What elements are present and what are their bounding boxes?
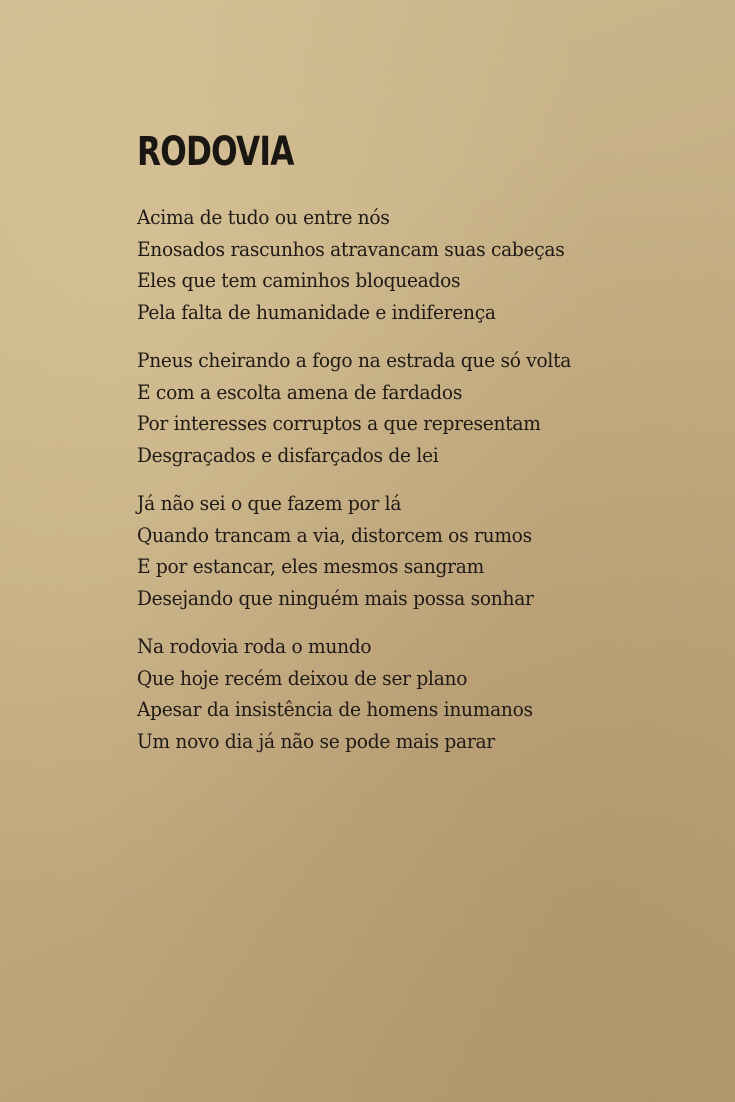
poem-line: Apesar da insistência de homens inumanos bbox=[137, 697, 533, 721]
poem-line: Já não sei o que fazem por lá bbox=[137, 491, 402, 515]
poem-line: Que hoje recém deixou de ser plano bbox=[137, 665, 468, 690]
stanza-2 bbox=[137, 345, 707, 471]
poem-line: E com a escolta amena de fardados bbox=[137, 379, 463, 404]
poem-line: Na rodovia roda o mundo bbox=[137, 634, 372, 658]
stanza-4 bbox=[137, 631, 707, 757]
poem-line: Acima de tudo ou entre nós bbox=[137, 205, 390, 229]
poem-body bbox=[137, 202, 707, 774]
poem-line: Pela falta de humanidade e indiferença bbox=[137, 299, 496, 324]
poem-line: Por interesses corruptos a que representam bbox=[137, 411, 541, 435]
poem-line: E por estancar, eles mesmos sangram bbox=[137, 554, 484, 578]
poem-line: Quando trancam a via, distorcem os rumos bbox=[137, 522, 532, 547]
poem-line: Pneus cheirando a fogo na estrada que só volta bbox=[137, 348, 572, 372]
stanza-1 bbox=[137, 202, 707, 328]
poem-line: Desejando que ninguém mais possa sonhar bbox=[137, 585, 534, 610]
stanza-3 bbox=[137, 488, 707, 614]
poem-title: RODOVIA bbox=[137, 129, 294, 175]
poem-line: Um novo dia já não se pode mais parar bbox=[137, 728, 495, 753]
poem-line: Eles que tem caminhos bloqueados bbox=[137, 268, 461, 292]
poem-line: Enosados rascunhos atravancam suas cabeças bbox=[137, 236, 565, 261]
poem-line: Desgraçados e disfarçados de lei bbox=[137, 442, 439, 467]
